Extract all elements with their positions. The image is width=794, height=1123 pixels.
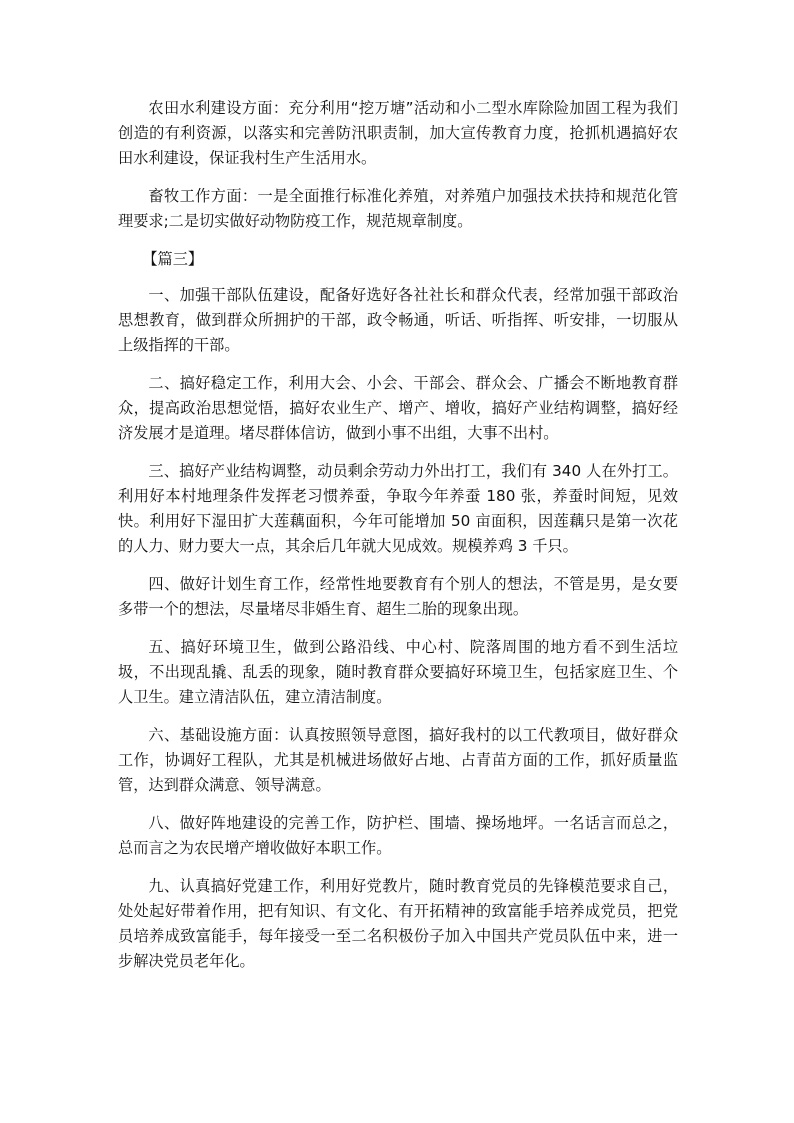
paragraph-item-2: 二、搞好稳定工作，利用大会、小会、干部会、群众会、广播会不断地教育群众，提高政治思想觉悟，搞好农业生产、增产、增收，搞好产业结构调整，搞好经济发展才是道理。堵尽群体信访，做到小事不出组，大事不出村。 bbox=[118, 374, 678, 442]
paragraph-livestock: 畜牧工作方面：一是全面推行标准化养殖，对养殖户加强技术扶持和规范化管理要求;二是切实做好动物防疫工作，规范规章制度。 bbox=[118, 187, 678, 230]
document-page bbox=[118, 96, 678, 987]
paragraph-water-conservancy: 农田水利建设方面：充分利用“挖万塘”活动和小二型水库除险加固工程为我们创造的有利资源，以落实和完善防汛职责制，加大宣传教育力度，抢抓机遇搞好农田水利建设，保证我村生产生活用水。 bbox=[118, 99, 678, 167]
section-title: 【篇三】 bbox=[142, 250, 204, 268]
paragraph-item-4: 四、做好计划生育工作，经常性地要教育有个别人的想法，不管是男，是女要多带一个的想法，尽量堵尽非婚生育、超生二胎的现象出现。 bbox=[118, 575, 678, 618]
paragraph-item-9: 九、认真搞好党建工作，利用好党教片，随时教育党员的先锋模范要求自己，处处起好带着作用，把有知识、有文化、有开拓精神的致富能手培养成党员，把党员培养成致富能手，每年接受一至二名积极份子加入中国共产党员队伍中来，进一步解决党员老年化。 bbox=[118, 877, 678, 970]
paragraph-item-1: 一、加强干部队伍建设，配备好选好各社社长和群众代表，经常加强干部政治思想教育，做到群众所拥护的干部，政令畅通，听话、听指挥、听安排，一切服从上级指挥的干部。 bbox=[118, 286, 678, 354]
paragraph-item-5: 五、搞好环境卫生，做到公路沿线、中心村、院落周围的地方看不到生活垃圾，不出现乱撬、乱丢的现象，随时教育群众要搞好环境卫生，包括家庭卫生、个人卫生。建立清洁队伍，建立清洁制度。 bbox=[118, 638, 678, 706]
paragraph-item-6: 六、基础设施方面：认真按照领导意图，搞好我村的以工代教项目，做好群众工作，协调好工程队，尤其是机械进场做好占地、占青苗方面的工作，抓好质量监管，达到群众满意、领导满意。 bbox=[118, 726, 678, 794]
paragraph-item-3: 三、搞好产业结构调整，动员剩余劳动力外出打工，我们有 340 人在外打工。利用好本村地理条件发挥老习惯养蚕，争取今年养蚕 180 张，养蚕时间短，见效快。利用好下湿田扩大莲藕面积，今年可能增加 50 亩面积，因莲藕只是第一次花的人力、财力要大一点，其余后几年就大见成效。规模养鸡 3 千只。 bbox=[118, 462, 678, 555]
paragraph-item-8: 八、做好阵地建设的完善工作，防护栏、围墙、操场地坪。一名话言而总之，总而言之为农民增产增收做好本职工作。 bbox=[118, 814, 678, 857]
